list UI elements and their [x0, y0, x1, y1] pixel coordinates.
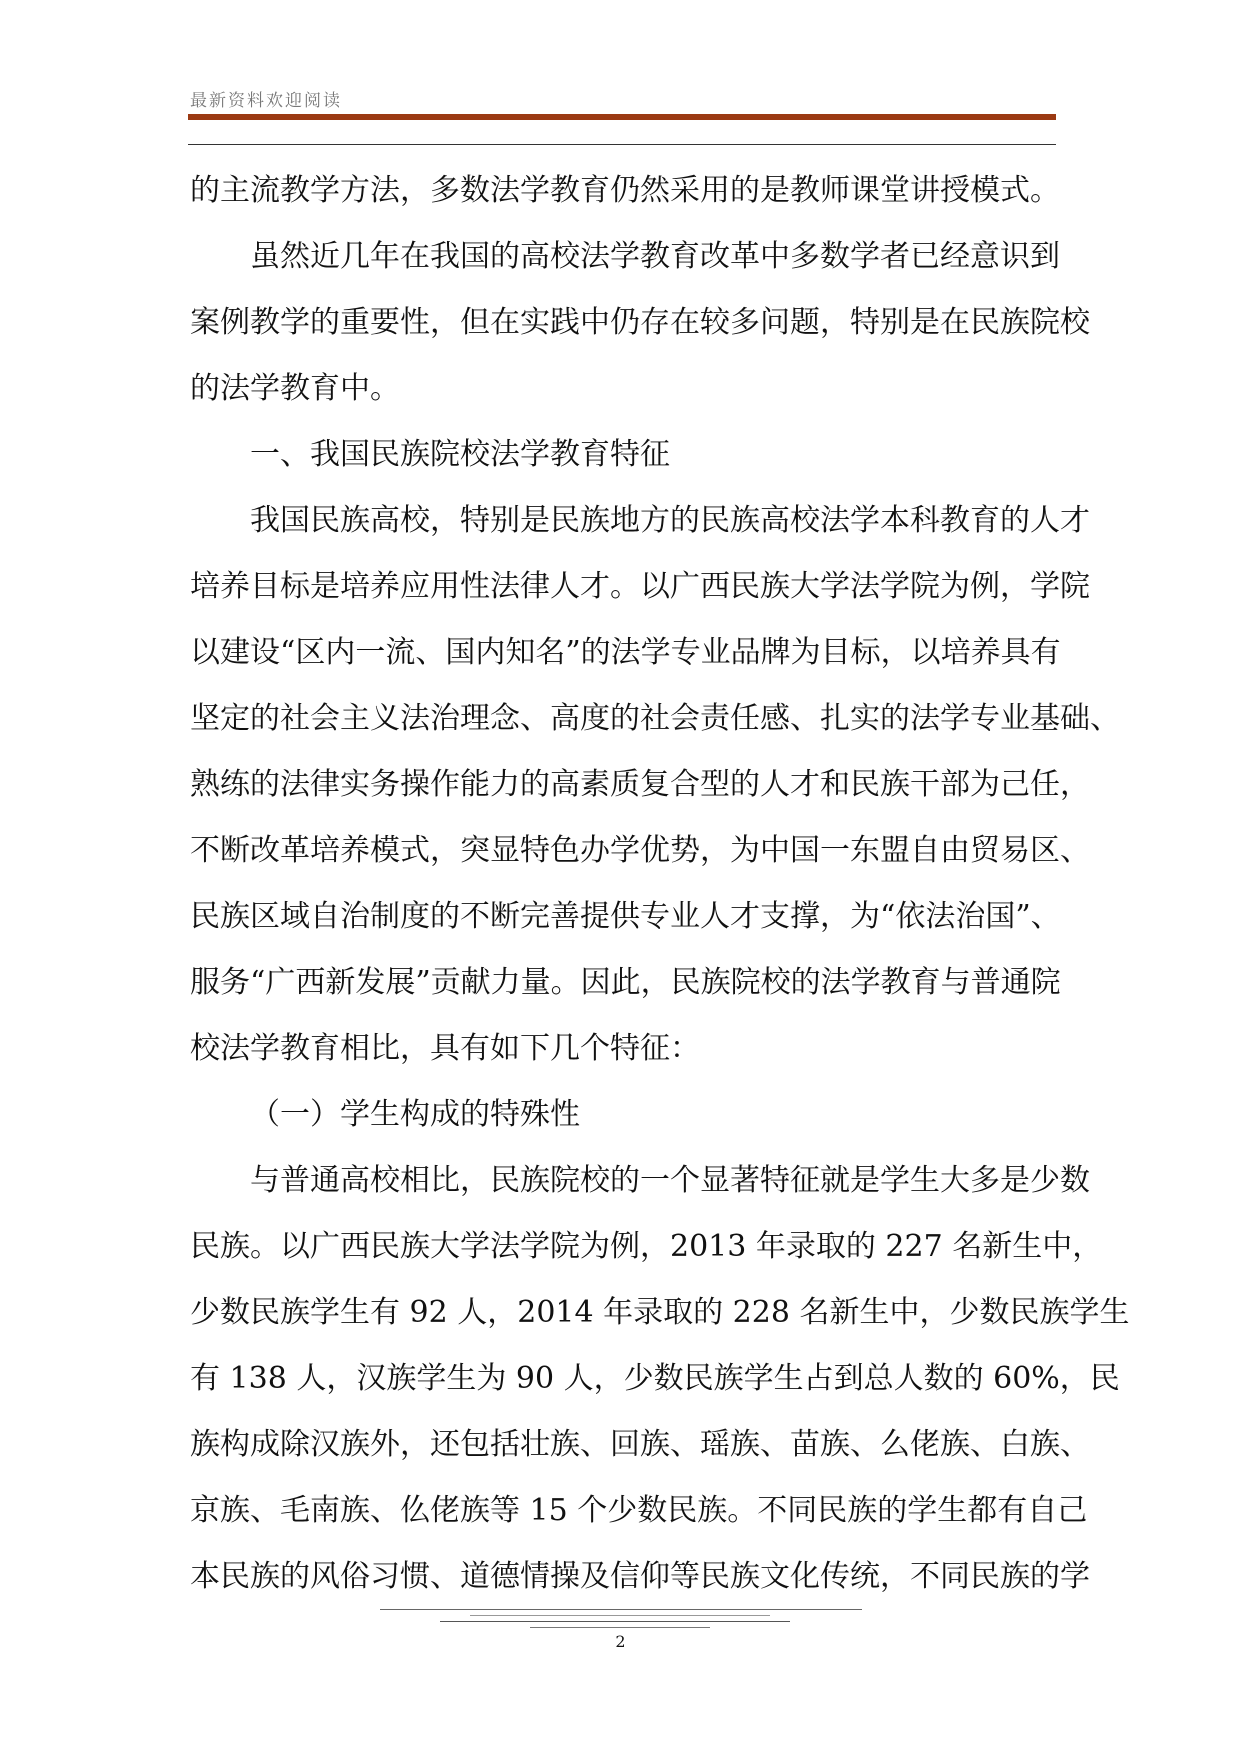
text-line: 不断改革培养模式，突显特色办学优势，为中国一东盟自由贸易区、: [190, 833, 1090, 868]
running-header: 最新资料欢迎阅读: [190, 91, 342, 111]
footer-rule: [530, 1627, 710, 1628]
text-line: 本民族的风俗习惯、道德情操及信仰等民族文化传统，不同民族的学: [190, 1559, 1090, 1594]
text-line: 民族区域自治制度的不断完善提供专业人才支撑，为“依法治国”、: [190, 899, 1061, 934]
header-rule-thick: [188, 114, 1056, 120]
footer-rule: [470, 1615, 770, 1616]
text-line: 案例教学的重要性，但在实践中仍存在较多问题，特别是在民族院校: [190, 305, 1090, 340]
text-line: 熟练的法律实务操作能力的高素质复合型的人才和民族干部为己任，: [190, 767, 1090, 802]
text-line: 少数民族学生有 92 人，2014 年录取的 228 名新生中，少数民族学生: [190, 1295, 1130, 1330]
text-line: 与普通高校相比，民族院校的一个显著特征就是学生大多是少数: [250, 1163, 1090, 1198]
text-line: 坚定的社会主义法治理念、高度的社会责任感、扎实的法学专业基础、: [190, 701, 1120, 736]
text-line: 一、我国民族院校法学教育特征: [250, 437, 670, 472]
text-line: 服务“广西新发展”贡献力量。因此，民族院校的法学教育与普通院: [190, 965, 1061, 1000]
footer-rule: [440, 1621, 790, 1622]
text-line: 民族。以广西民族大学法学院为例，2013 年录取的 227 名新生中，: [190, 1229, 1103, 1264]
text-line: 的主流教学方法，多数法学教育仍然采用的是教师课堂讲授模式。: [190, 173, 1060, 208]
text-line: （一）学生构成的特殊性: [250, 1097, 580, 1132]
text-line: 以建设“区内一流、国内知名”的法学专业品牌为目标，以培养具有: [190, 635, 1061, 670]
text-line: 族构成除汉族外，还包括壮族、回族、瑶族、苗族、么佬族、白族、: [190, 1427, 1090, 1462]
text-line: 有 138 人，汉族学生为 90 人，少数民族学生占到总人数的 60%，民: [190, 1361, 1120, 1396]
text-line: 的法学教育中。: [190, 371, 400, 406]
text-line: 京族、毛南族、仫佬族等 15 个少数民族。不同民族的学生都有自己: [190, 1493, 1088, 1528]
page-number: 2: [615, 1632, 626, 1651]
text-line: 培养目标是培养应用性法律人才。以广西民族大学法学院为例，学院: [190, 569, 1090, 604]
footer-rule: [380, 1609, 862, 1610]
header-rule-thin: [188, 144, 1056, 145]
text-line: 校法学教育相比，具有如下几个特征：: [190, 1031, 700, 1066]
text-line: 虽然近几年在我国的高校法学教育改革中多数学者已经意识到: [250, 239, 1060, 274]
text-line: 我国民族高校，特别是民族地方的民族高校法学本科教育的人才: [250, 503, 1090, 538]
body-text: [190, 158, 1130, 1610]
